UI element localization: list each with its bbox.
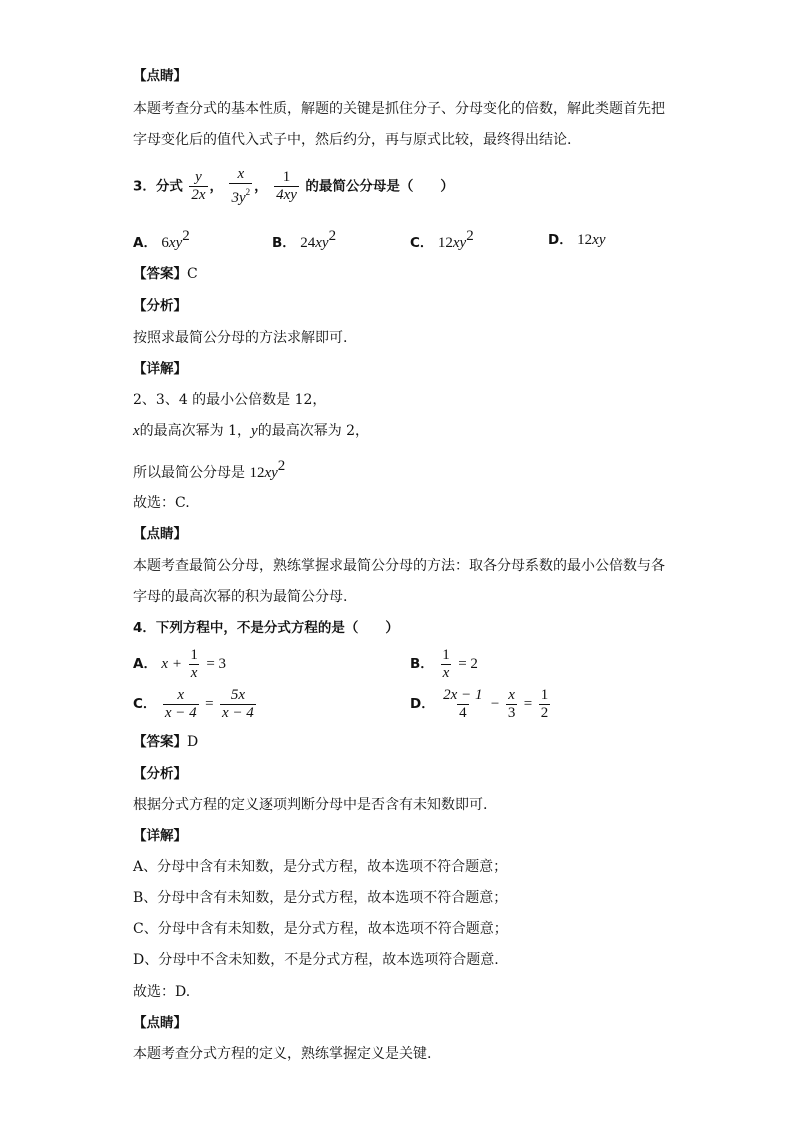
option-b bbox=[410, 646, 478, 682]
fraction bbox=[188, 647, 200, 682]
answer-line bbox=[133, 732, 198, 752]
denominator: 4 bbox=[459, 704, 467, 721]
option-label: C． bbox=[410, 235, 434, 251]
denominator: x − 4 bbox=[222, 704, 254, 721]
detail-line: A、分母中含有未知数，是分式方程，故本选项不符合题意； bbox=[133, 859, 508, 875]
numerator: 1 bbox=[282, 169, 291, 185]
fraction bbox=[441, 687, 484, 722]
denominator-base: 3y bbox=[231, 190, 246, 206]
answer-value: D bbox=[187, 734, 199, 750]
option-d bbox=[410, 686, 552, 722]
fraction bbox=[220, 687, 256, 722]
option-label: A． bbox=[133, 656, 157, 672]
answer-line bbox=[133, 264, 198, 284]
coef: 12 bbox=[249, 465, 265, 481]
variable: y bbox=[251, 423, 258, 439]
option-d bbox=[548, 228, 606, 249]
question-suffix: 的最简公分母是（ ） bbox=[305, 178, 454, 195]
option-coef: 6 bbox=[161, 235, 169, 251]
fraction bbox=[229, 166, 252, 207]
minus-sign: − bbox=[490, 696, 500, 712]
option-label: B． bbox=[272, 235, 296, 251]
choice-line: 故选：D. bbox=[133, 984, 191, 1000]
denominator: x bbox=[442, 664, 450, 681]
answer-value: C bbox=[187, 266, 198, 282]
equals-sign: = bbox=[205, 696, 214, 712]
tip-text-line: 本题考查分式的基本性质，解题的关键是抓住分子、分母变化的倍数，解此类题首先把 bbox=[133, 101, 665, 117]
expr-part: = 3 bbox=[206, 656, 227, 672]
option-a bbox=[133, 228, 190, 252]
fraction bbox=[274, 169, 299, 204]
detail-line bbox=[133, 456, 285, 483]
option-var: xy bbox=[452, 235, 467, 251]
tip-text-line: 本题考查最简公分母，熟练掌握求最简公分母的方法：取各分母系数的最小公倍数与各 bbox=[133, 558, 665, 574]
option-label: B． bbox=[410, 656, 434, 672]
numerator: 5x bbox=[230, 686, 245, 703]
question-4: 4．下列方程中，不是分式方程的是（ ） bbox=[133, 620, 399, 636]
tip-heading: 【点睛】 bbox=[133, 1015, 187, 1031]
fraction bbox=[539, 687, 551, 722]
option-coef: 12 bbox=[577, 232, 593, 248]
detail-text: 所以最简公分母是 bbox=[133, 465, 250, 481]
fraction bbox=[163, 687, 199, 722]
exponent: 2 bbox=[277, 458, 286, 474]
analysis-heading: 【分析】 bbox=[133, 298, 187, 314]
tip-text-line: 本题考查分式方程的定义，熟练掌握定义是关键. bbox=[133, 1046, 432, 1062]
numerator: y bbox=[195, 169, 202, 185]
numerator: 2x − 1 bbox=[443, 686, 483, 703]
exponent: 2 bbox=[328, 228, 337, 244]
detail-line bbox=[133, 421, 369, 441]
option-label: D． bbox=[410, 696, 435, 712]
exponent: 2 bbox=[466, 228, 474, 244]
denominator bbox=[229, 183, 252, 207]
numerator: 1 bbox=[442, 646, 450, 663]
option-var: xy bbox=[315, 235, 329, 251]
detail-text: 的最高次幂为 1， bbox=[139, 423, 252, 439]
equals-sign: = bbox=[523, 696, 533, 712]
detail-line: D、分母中不含未知数，不是分式方程，故本选项符合题意. bbox=[133, 952, 499, 968]
option-label: C． bbox=[133, 696, 157, 712]
detail-text: 的最高次幂为 2， bbox=[257, 423, 370, 439]
fraction bbox=[189, 169, 207, 204]
tip-heading: 【点睛】 bbox=[133, 526, 187, 542]
option-var: xy bbox=[592, 232, 606, 248]
option-label: A． bbox=[133, 235, 157, 251]
denominator: x − 4 bbox=[164, 704, 197, 721]
option-c bbox=[133, 686, 258, 722]
question-number: 3．分式 bbox=[133, 178, 183, 195]
separator: ， bbox=[209, 178, 224, 195]
option-c bbox=[410, 228, 474, 252]
option-a bbox=[133, 646, 226, 682]
tip-text-line: 字母的最高次幂的积为最简公分母. bbox=[133, 589, 348, 605]
tip-heading: 【点睛】 bbox=[133, 68, 187, 84]
exponent: 2 bbox=[245, 187, 251, 197]
detail-heading: 【详解】 bbox=[133, 828, 187, 844]
tip-text-line: 字母变化后的值代入式子中，然后约分，再与原式比较，最终得出结论. bbox=[133, 132, 572, 148]
numerator: 1 bbox=[190, 646, 198, 663]
separator: ， bbox=[254, 178, 268, 195]
exponent: 2 bbox=[182, 228, 190, 244]
numerator: x bbox=[237, 166, 245, 182]
option-coef: 12 bbox=[437, 235, 453, 251]
fraction bbox=[440, 647, 452, 682]
numerator: x bbox=[177, 686, 185, 703]
option-label: D． bbox=[548, 232, 573, 248]
question-3 bbox=[133, 166, 454, 207]
numerator: x bbox=[508, 686, 515, 703]
expr-part: = 2 bbox=[458, 656, 478, 672]
denominator: x bbox=[190, 664, 198, 681]
expr-part: x + bbox=[161, 656, 182, 672]
answer-label: 【答案】 bbox=[133, 734, 187, 750]
denominator: 3 bbox=[507, 704, 516, 721]
denominator: 4xy bbox=[276, 187, 297, 203]
variable: x bbox=[133, 423, 140, 439]
choice-line: 故选：C. bbox=[133, 495, 190, 511]
detail-line: C、分母中含有未知数，是分式方程，故本选项不符合题意； bbox=[133, 921, 508, 937]
answer-label: 【答案】 bbox=[133, 266, 187, 282]
detail-heading: 【详解】 bbox=[133, 361, 187, 377]
analysis-text: 根据分式方程的定义逐项判断分母中是否含有未知数即可. bbox=[133, 797, 488, 813]
numerator: 1 bbox=[540, 686, 549, 703]
fraction bbox=[506, 687, 518, 722]
option-var: xy bbox=[168, 235, 183, 251]
option-b bbox=[272, 228, 336, 252]
detail-line: 2、3、4 的最小公倍数是 12， bbox=[133, 392, 327, 408]
detail-line: B、分母中含有未知数，是分式方程，故本选项不符合题意； bbox=[133, 890, 508, 906]
analysis-text: 按照求最简公分母的方法求解即可. bbox=[133, 330, 348, 346]
option-coef: 24 bbox=[300, 235, 316, 251]
denominator: 2x bbox=[191, 187, 206, 203]
analysis-heading: 【分析】 bbox=[133, 766, 187, 782]
variable: xy bbox=[264, 465, 278, 481]
denominator: 2 bbox=[540, 704, 549, 721]
